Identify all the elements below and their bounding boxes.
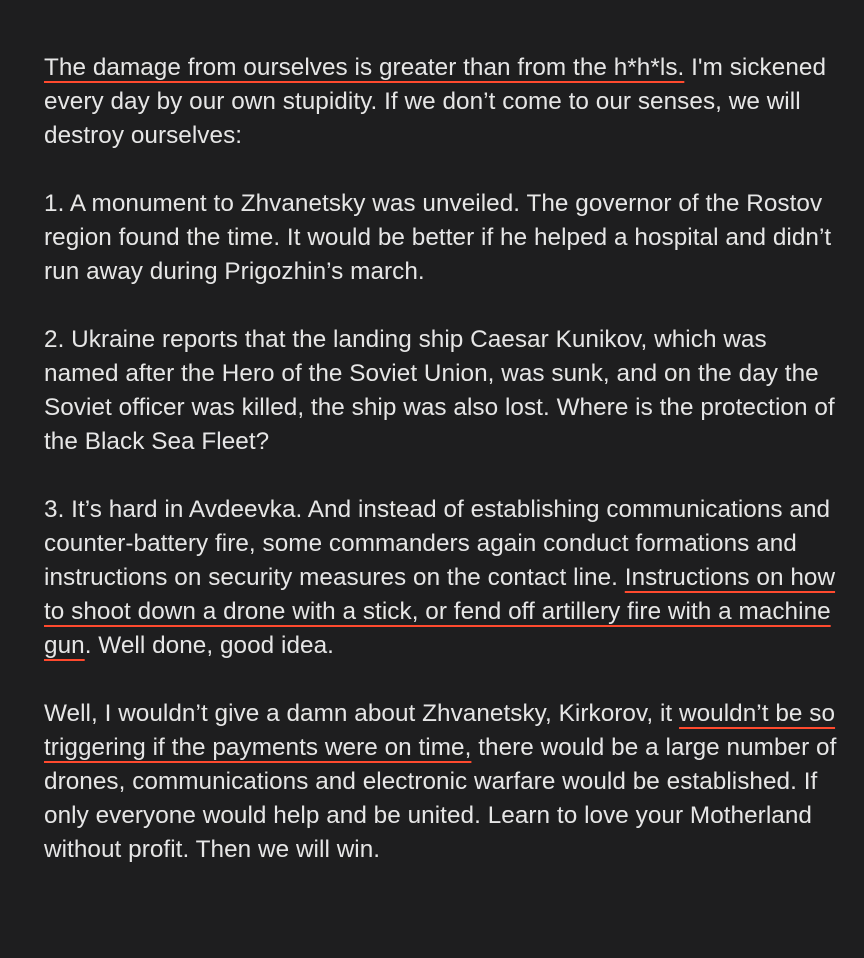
text-segment: 1. A monument to Zhvanetsky was unveiled. The governor of the Rostov region found the time. It would be better if he helped a hospital and didn’t run away during Prigozhin’s march. bbox=[44, 190, 832, 285]
text-segment: 2. Ukraine reports that the landing ship Caesar Kunikov, which was named after the Hero of the Soviet Union, was sunk, and on the day the Soviet officer was killed, the ship was also lost. Where is the protection of the Black Sea Fleet? bbox=[44, 326, 835, 455]
paragraph-conclusion bbox=[44, 697, 844, 867]
paragraph-intro bbox=[44, 51, 844, 153]
text-segment: . Well done, good idea. bbox=[84, 632, 334, 659]
text-segment: Well, I wouldn’t give a damn about Zhvanetsky, Kirkorov, it bbox=[44, 700, 680, 727]
text-segment: 3. It’s hard in Avdeevka. And instead of establishing communications and counter-battery fire, some commanders again conduct formations and instructions on security measures on the contact line. bbox=[44, 496, 831, 591]
paragraph-point-3 bbox=[44, 493, 844, 663]
highlighted-text: The damage from ourselves is greater than from the h*h*ls. bbox=[44, 54, 685, 81]
paragraph-point-1 bbox=[44, 187, 844, 289]
document-body bbox=[44, 51, 844, 867]
highlighted-text: wouldn’t be so triggering if the payments were on time, bbox=[44, 700, 836, 761]
paragraph-point-2 bbox=[44, 323, 844, 459]
text-segment: there would be a large number of drones, communications and electronic warfare would be established. If only everyone would help and be united. Learn to love your Motherland without profit. Then we will win. bbox=[44, 734, 837, 863]
highlighted-text: Instructions on how to shoot down a drone with a stick, or fend off artillery fire with a machine gun bbox=[44, 564, 836, 659]
text-segment: I'm sickened every day by our own stupidity. If we don’t come to our senses, we will destroy ourselves: bbox=[44, 54, 827, 149]
